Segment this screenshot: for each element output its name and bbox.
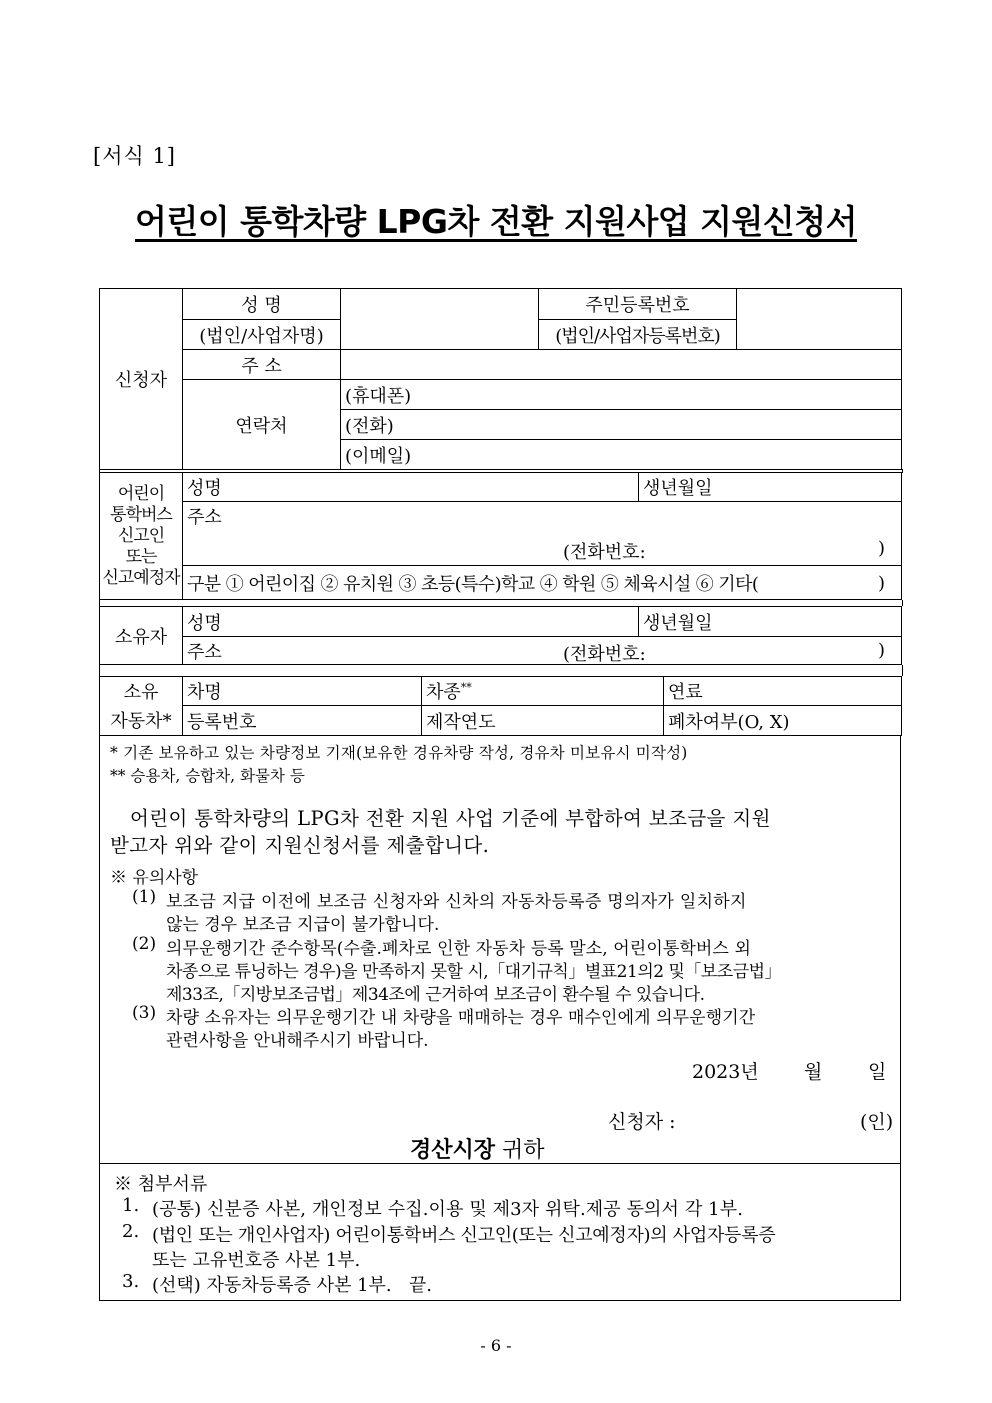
caution-line: 보조금 지급 이전에 보조금 신청자와 신차의 자동차등록증 명의자가 일치하지 xyxy=(166,892,747,912)
attachment-num: 3. xyxy=(122,1271,140,1292)
owner-table xyxy=(99,606,902,665)
attachment-line: (공통) 신분증 사본, 개인정보 수집.이용 및 제3자 위탁.제공 동의서 각 1부. xyxy=(152,1199,744,1220)
name-field[interactable] xyxy=(341,289,539,350)
date-day: 일 xyxy=(868,1061,887,1083)
attachment-num: 1. xyxy=(122,1195,140,1216)
contact-label: 연락처 xyxy=(183,380,341,470)
name-sub-label: (법인/사업자명) xyxy=(183,320,341,350)
id-label: 주민등록번호 xyxy=(539,289,737,320)
caution-header: ※ 유의사항 xyxy=(110,868,199,888)
vehicle-table xyxy=(99,676,902,736)
page-number: - 6 - xyxy=(480,1336,512,1355)
date-year: 2023년 xyxy=(692,1061,759,1083)
applicant-section-label: 신청자 xyxy=(100,289,183,470)
owner-address-field[interactable]: 주소 (전화번호: ) xyxy=(183,637,902,665)
note-2: ** 승용차, 승합차, 화물차 등 xyxy=(110,767,305,785)
caution-line: 않는 경우 보조금 지급이 불가합니다. xyxy=(166,915,440,935)
caution-line: 제33조,「지방보조금법」제34조에 근거하여 보조금이 환수될 수 있습니다. xyxy=(166,985,705,1005)
reporter-address-field[interactable]: 주소 (전화번호: ) xyxy=(183,502,902,566)
attachment-line: (선택) 자동차등록증 사본 1부. 끝. xyxy=(152,1275,432,1296)
note-1: * 기존 보유하고 있는 차량정보 기재(보유한 경유차량 작성, 경유차 미보유시 미작성) xyxy=(110,744,688,762)
date-month: 월 xyxy=(804,1061,823,1083)
attachment-line: 또는 고유번호증 사본 1부. xyxy=(152,1250,361,1271)
vehicle-scrap-field[interactable]: 폐차여부(O, X) xyxy=(664,706,902,736)
form-tag: [서식 1] xyxy=(93,144,176,168)
vehicle-type-field[interactable]: 차종** xyxy=(422,677,664,706)
attachments-header: ※ 첨부서류 xyxy=(114,1174,208,1195)
applicant-table xyxy=(99,288,902,470)
name-label: 성 명 xyxy=(183,289,341,320)
caution-line: 차종으로 튜닝하는 경우)을 만족하지 못할 시,「대기규칙」별표21의2 및「보조금법」 xyxy=(166,962,782,982)
declaration-line-1: 어린이 통학차량의 LPG차 전환 지원 사업 기준에 부합하여 보조금을 지원 xyxy=(130,807,771,830)
caution-line: 관련사항을 안내해주시기 바랍니다. xyxy=(166,1031,429,1051)
email-field[interactable]: (이메일) xyxy=(341,440,902,470)
vehicle-reg-field[interactable]: 등록번호 xyxy=(183,706,422,736)
caution-line: 차량 소유자는 의무운행기간 내 차량을 매매하는 경우 매수인에게 의무운행기간 xyxy=(166,1008,756,1028)
reporter-name-field[interactable]: 성명 xyxy=(183,473,639,502)
reporter-birth-field[interactable]: 생년월일 xyxy=(639,473,902,502)
reporter-section-label: 어린이 통학버스 신고인 또는 신고예정자 xyxy=(100,473,183,600)
owner-birth-field[interactable]: 생년월일 xyxy=(639,607,902,637)
phone-field[interactable]: (전화) xyxy=(341,410,902,440)
owner-name-field[interactable]: 성명 xyxy=(183,607,639,637)
vehicle-fuel-field[interactable]: 연료 xyxy=(664,677,902,706)
reporter-category-field[interactable]: 구분 ① 어린이집 ② 유치원 ③ 초등(특수)학교 ④ 학원 ⑤ 체육시설 ⑥ 기타( ) xyxy=(183,566,902,600)
vehicle-section-label-2: 자동차* xyxy=(100,706,183,736)
vehicle-section-label-1: 소유 xyxy=(100,677,183,706)
attachment-num: 2. xyxy=(122,1221,140,1242)
caution-line: 의무운행기간 준수항목(수출.폐차로 인한 자동차 등록 말소, 어린이통학버스 외 xyxy=(166,939,751,959)
reporter-table xyxy=(99,472,902,600)
id-sub-label: (법인/사업자등록번호) xyxy=(539,320,737,350)
caution-num: (3) xyxy=(132,1003,157,1023)
address-field[interactable] xyxy=(341,350,902,380)
id-field[interactable] xyxy=(737,289,902,350)
mobile-field[interactable]: (휴대폰) xyxy=(341,380,902,410)
applicant-sign-label: 신청자 : xyxy=(608,1111,676,1133)
attachments-box xyxy=(99,1163,901,1301)
seal-mark: (인) xyxy=(860,1111,894,1133)
attachment-line: (법인 또는 개인사업자) 어린이통학버스 신고인(또는 신고예정자)의 사업자등록증 xyxy=(152,1225,776,1246)
recipient: 경산시장 귀하 xyxy=(410,1137,545,1163)
caution-num: (2) xyxy=(132,934,157,954)
section-gap xyxy=(99,665,903,676)
owner-section-label: 소유자 xyxy=(100,607,183,665)
page-title: 어린이 통학차량 LPG차 전환 지원사업 지원신청서 xyxy=(135,202,857,241)
address-label: 주 소 xyxy=(183,350,341,380)
vehicle-year-field[interactable]: 제작연도 xyxy=(422,706,664,736)
declaration-box xyxy=(99,735,901,1164)
vehicle-model-field[interactable]: 차명 xyxy=(183,677,422,706)
caution-num: (1) xyxy=(132,887,157,907)
declaration-line-2: 받고자 위와 같이 지원신청서를 제출합니다. xyxy=(110,834,490,857)
